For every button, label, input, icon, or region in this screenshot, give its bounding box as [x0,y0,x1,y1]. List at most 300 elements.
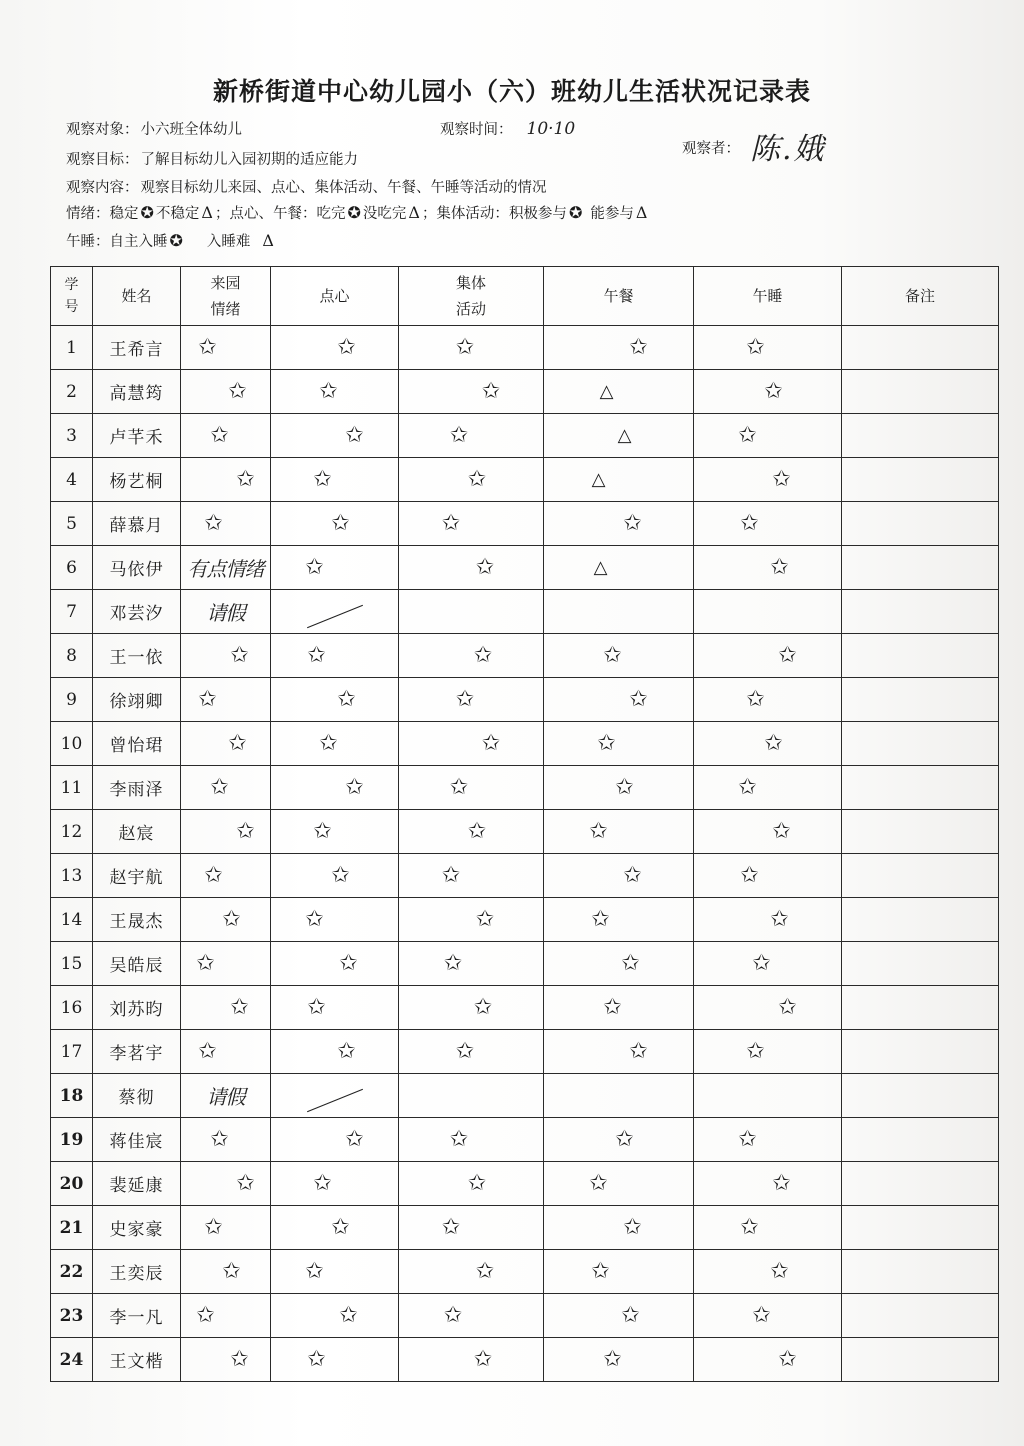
snack-cell [271,1338,399,1382]
star-mark-icon: ✩ [345,775,364,800]
mood-cell [181,1074,271,1118]
remark-cell [842,546,999,590]
star-mark-icon: ✩ [589,819,608,844]
snack-cell [271,722,399,766]
remark-cell [842,414,999,458]
legend-unfinished: 没吃完 [362,206,407,222]
star-icon: ✪ [347,203,361,222]
star-mark-icon: ✩ [441,511,461,536]
student-name: 史家豪 [93,1206,181,1250]
mood-cell [181,546,271,590]
table-row [51,678,999,722]
lunch-cell [544,370,694,414]
goal-value: 了解目标幼儿入园初期的适应能力 [140,152,358,168]
nap-cell [694,1162,842,1206]
remark-cell [842,810,999,854]
star-icon: ✪ [169,231,183,250]
student-id: 17 [51,1030,93,1074]
table-row [51,634,999,678]
table-row [51,722,999,766]
nap-cell [694,942,842,986]
snack-cell [271,898,399,942]
snack-cell [271,1206,399,1250]
mood-cell [181,722,271,766]
legend-active: 积极参与 [508,206,567,222]
lunch-cell [544,678,694,722]
star-mark-icon: ✩ [210,1127,229,1152]
snack-cell [271,942,399,986]
triangle-mark-icon: △ [617,425,632,446]
star-mark-icon: ✩ [449,423,469,448]
star-mark-icon: ✩ [443,951,463,976]
star-mark-icon: ✩ [198,1039,217,1064]
remark-cell [842,458,999,502]
star-mark-icon: ✩ [230,995,249,1020]
star-mark-icon: ✩ [740,511,759,536]
activity-cell [399,722,544,766]
triangle-icon: Δ [408,203,420,222]
student-name: 杨艺桐 [93,458,181,502]
star-mark-icon: ✩ [752,951,771,976]
mood-cell [181,502,271,546]
snack-cell [271,678,399,722]
lunch-cell [544,942,694,986]
nap-cell [694,678,842,722]
student-id: 20 [51,1162,93,1206]
star-mark-icon: ✩ [740,1215,759,1240]
table-row [51,1074,999,1118]
student-name: 马依伊 [93,546,181,590]
col-header-snack: 点心 [271,267,399,326]
star-mark-icon: ✩ [345,423,364,448]
star-mark-icon: ✩ [764,379,783,404]
student-name: 王文楷 [93,1338,181,1382]
lunch-cell [544,1030,694,1074]
star-mark-icon: ✩ [473,1347,493,1372]
student-id: 21 [51,1206,93,1250]
student-name: 李茗宇 [93,1030,181,1074]
star-mark-icon: ✩ [770,1259,789,1284]
remark-cell [842,1118,999,1162]
snack-cell [271,854,399,898]
legend-nap-label: 午睡： [66,234,110,250]
star-mark-icon: ✩ [467,467,487,492]
star-mark-icon: ✩ [236,819,255,844]
remark-cell [842,590,999,634]
nap-cell [694,590,842,634]
table-row [51,546,999,590]
lunch-cell [544,1338,694,1382]
star-mark-icon: ✩ [603,1347,622,1372]
snack-cell [271,1162,399,1206]
table-row [51,326,999,370]
remark-cell [842,766,999,810]
nap-cell [694,370,842,414]
triangle-icon: Δ [635,203,648,222]
star-mark-icon: ✩ [591,1259,610,1284]
goal-line [66,148,358,169]
star-mark-icon: ✩ [307,643,326,668]
star-mark-icon: ✩ [603,643,622,668]
star-mark-icon: ✩ [337,335,356,360]
star-mark-icon: ✩ [228,379,247,404]
student-id: 14 [51,898,93,942]
student-name: 赵宸 [93,810,181,854]
legend-unstable: 不稳定 [155,206,200,222]
activity-cell [399,634,544,678]
remark-cell [842,1074,999,1118]
goal-label: 观察目标： [66,152,139,168]
star-mark-icon: ✩ [738,1127,757,1152]
student-id: 9 [51,678,93,722]
table-row [51,942,999,986]
student-name: 高慧筠 [93,370,181,414]
star-mark-icon: ✩ [629,687,648,712]
activity-cell [399,810,544,854]
student-id: 4 [51,458,93,502]
nap-cell [694,766,842,810]
star-mark-icon: ✩ [204,511,223,536]
table-row [51,1030,999,1074]
star-mark-icon: ✩ [228,731,247,756]
table-row [51,1294,999,1338]
star-mark-icon: ✩ [204,1215,223,1240]
snack-cell [271,1118,399,1162]
star-mark-icon: ✩ [589,1171,608,1196]
activity-cell [399,370,544,414]
star-mark-icon: ✩ [455,1039,475,1064]
remark-cell [842,634,999,678]
mood-cell [181,1030,271,1074]
star-icon: ✪ [568,203,583,222]
remark-cell [842,854,999,898]
student-name: 王希言 [93,326,181,370]
star-mark-icon: ✩ [623,1215,642,1240]
star-mark-icon: ✩ [222,1259,241,1284]
legend-line-1 [66,202,649,223]
star-mark-icon: ✩ [331,511,350,536]
snack-cell [271,326,399,370]
student-id: 13 [51,854,93,898]
col-header-id: 学号 [51,267,93,326]
star-mark-icon: ✩ [345,1127,364,1152]
star-mark-icon: ✩ [475,907,495,932]
star-mark-icon: ✩ [615,775,634,800]
student-name: 李一凡 [93,1294,181,1338]
remark-cell [842,678,999,722]
subject-line [66,118,242,139]
lunch-cell [544,1118,694,1162]
student-name: 李雨泽 [93,766,181,810]
table-row [51,854,999,898]
student-id: 22 [51,1250,93,1294]
table-row [51,458,999,502]
lunch-cell [544,854,694,898]
remark-cell [842,1338,999,1382]
nap-cell [694,546,842,590]
col-header-nap: 午睡 [694,267,842,326]
activity-cell [399,898,544,942]
table-row [51,590,999,634]
table-row [51,766,999,810]
student-id: 7 [51,590,93,634]
mood-note: 请假 [206,1085,245,1109]
remark-cell [842,1162,999,1206]
student-name: 吴皓辰 [93,942,181,986]
star-mark-icon: ✩ [222,907,241,932]
observer-signature: 陈.娥 [750,132,826,167]
star-mark-icon: ✩ [198,687,217,712]
activity-cell [399,1118,544,1162]
activity-cell [399,766,544,810]
star-mark-icon: ✩ [772,819,791,844]
star-mark-icon: ✩ [621,1303,640,1328]
legend-meal-label: ；点心、午餐： [214,206,317,222]
time-label: 观察时间： [440,122,513,138]
activity-cell [399,1074,544,1118]
mood-cell [181,942,271,986]
mood-cell [181,458,271,502]
activity-cell [399,1294,544,1338]
star-mark-icon: ✩ [313,1171,332,1196]
star-mark-icon: ✩ [615,1127,634,1152]
lunch-cell [544,898,694,942]
lunch-cell [544,1294,694,1338]
mood-cell [181,810,271,854]
student-name: 卢芊禾 [93,414,181,458]
star-mark-icon: ✩ [337,1039,356,1064]
lunch-cell [544,810,694,854]
remark-cell [842,942,999,986]
nap-cell [694,1118,842,1162]
snack-cell [271,502,399,546]
table-row [51,1250,999,1294]
star-mark-icon: ✩ [772,467,791,492]
star-mark-icon: ✩ [738,423,757,448]
triangle-mark-icon: △ [593,557,608,578]
student-name: 蒋佳宸 [93,1118,181,1162]
table-row [51,502,999,546]
col-header-activity: 集体活动 [399,267,544,326]
nap-cell [694,1030,842,1074]
star-mark-icon: ✩ [313,819,332,844]
star-mark-icon: ✩ [770,907,789,932]
legend-line-2 [66,230,276,251]
snack-cell [271,414,399,458]
subject-label: 观察对象： [66,122,139,138]
student-id: 23 [51,1294,93,1338]
activity-cell [399,458,544,502]
student-name: 王晟杰 [93,898,181,942]
student-id: 11 [51,766,93,810]
star-mark-icon: ✩ [449,775,469,800]
star-mark-icon: ✩ [623,863,642,888]
mood-cell [181,634,271,678]
star-mark-icon: ✩ [230,1347,249,1372]
table-row [51,370,999,414]
lunch-cell [544,722,694,766]
star-mark-icon: ✩ [307,1347,326,1372]
student-id: 15 [51,942,93,986]
remark-cell [842,722,999,766]
mood-cell [181,986,271,1030]
snack-cell [271,1074,399,1118]
activity-cell [399,854,544,898]
content-value: 观察目标幼儿来园、点心、集体活动、午餐、午睡等活动的情况 [140,180,547,196]
star-icon: ✪ [140,203,154,222]
student-name: 王一依 [93,634,181,678]
triangle-icon: Δ [262,231,274,250]
star-mark-icon: ✩ [441,1215,461,1240]
star-mark-icon: ✩ [210,423,229,448]
legend-hard-sleep: 入睡难 [206,234,251,250]
star-mark-icon: ✩ [196,1303,215,1328]
activity-cell [399,1030,544,1074]
star-mark-icon: ✩ [210,775,229,800]
remark-cell [842,1294,999,1338]
legend-stable: 稳定 [109,206,139,222]
activity-cell [399,546,544,590]
nap-cell [694,458,842,502]
mood-cell [181,414,271,458]
star-mark-icon: ✩ [770,555,789,580]
activity-cell [399,942,544,986]
activity-cell [399,326,544,370]
snack-cell [271,986,399,1030]
remark-cell [842,502,999,546]
lunch-cell [544,590,694,634]
star-mark-icon: ✩ [449,1127,469,1152]
triangle-mark-icon: △ [599,381,614,402]
lunch-cell [544,1162,694,1206]
mood-cell [181,326,271,370]
student-id: 24 [51,1338,93,1382]
activity-cell [399,1206,544,1250]
star-mark-icon: ✩ [621,951,640,976]
student-id: 6 [51,546,93,590]
star-mark-icon: ✩ [629,1039,648,1064]
star-mark-icon: ✩ [196,951,215,976]
time-line [440,118,575,139]
mood-cell [181,370,271,414]
lunch-cell [544,1206,694,1250]
star-mark-icon: ✩ [746,335,765,360]
remark-cell [842,1206,999,1250]
mood-cell [181,1250,271,1294]
star-mark-icon: ✩ [307,995,326,1020]
snack-cell [271,766,399,810]
star-mark-icon: ✩ [305,907,324,932]
triangle-icon: Δ [201,203,213,222]
star-mark-icon: ✩ [204,863,223,888]
col-header-lunch: 午餐 [544,267,694,326]
col-header-remark: 备注 [842,267,999,326]
col-header-name: 姓名 [93,267,181,326]
star-mark-icon: ✩ [443,1303,463,1328]
lunch-cell [544,986,694,1030]
student-name: 薛慕月 [93,502,181,546]
star-mark-icon: ✩ [752,1303,771,1328]
activity-cell [399,1338,544,1382]
star-mark-icon: ✩ [313,467,332,492]
mood-cell [181,854,271,898]
snack-cell [271,546,399,590]
snack-cell [271,370,399,414]
lunch-cell [544,414,694,458]
remark-cell [842,1030,999,1074]
star-mark-icon: ✩ [597,731,616,756]
nap-cell [694,898,842,942]
student-id: 3 [51,414,93,458]
nap-cell [694,326,842,370]
nap-cell [694,414,842,458]
student-id: 12 [51,810,93,854]
table-header-row [51,267,999,326]
star-mark-icon: ✩ [236,467,255,492]
mood-cell [181,1206,271,1250]
table-row [51,414,999,458]
absent-slash [306,1088,362,1111]
student-id: 18 [51,1074,93,1118]
star-mark-icon: ✩ [629,335,648,360]
table-body [51,326,999,1382]
star-mark-icon: ✩ [339,1303,358,1328]
mood-cell [181,590,271,634]
star-mark-icon: ✩ [746,1039,765,1064]
mood-note: 有点情绪 [187,557,264,581]
snack-cell [271,1250,399,1294]
student-name: 刘苏昀 [93,986,181,1030]
content-line [66,176,547,197]
legend-can: 能参与 [590,206,634,222]
activity-cell [399,502,544,546]
nap-cell [694,854,842,898]
star-mark-icon: ✩ [475,1259,495,1284]
snack-cell [271,458,399,502]
star-mark-icon: ✩ [778,1347,797,1372]
triangle-mark-icon: △ [591,469,606,490]
remark-cell [842,370,999,414]
star-mark-icon: ✩ [305,1259,324,1284]
star-mark-icon: ✩ [591,907,610,932]
activity-cell [399,986,544,1030]
star-mark-icon: ✩ [198,335,217,360]
star-mark-icon: ✩ [331,863,350,888]
mood-note: 请假 [206,601,245,625]
activity-cell [399,1250,544,1294]
star-mark-icon: ✩ [623,511,642,536]
table-row [51,1162,999,1206]
page-title: 新桥街道中心幼儿园小（六）班幼儿生活状况记录表 [212,77,811,106]
legend-mood-label: 情绪： [66,206,110,222]
lunch-cell [544,1074,694,1118]
remark-cell [842,986,999,1030]
col-header-mood: 来园情绪 [181,267,271,326]
star-mark-icon: ✩ [772,1171,791,1196]
activity-cell [399,678,544,722]
content-label: 观察内容： [66,180,139,196]
table-row [51,1338,999,1382]
student-name: 徐翊卿 [93,678,181,722]
student-id: 16 [51,986,93,1030]
lunch-cell [544,326,694,370]
nap-cell [694,1206,842,1250]
observer-label: 观察者： [682,141,740,157]
star-mark-icon: ✩ [319,731,338,756]
legend-finished: 吃完 [316,206,346,222]
star-mark-icon: ✩ [331,1215,350,1240]
absent-slash [306,604,362,627]
